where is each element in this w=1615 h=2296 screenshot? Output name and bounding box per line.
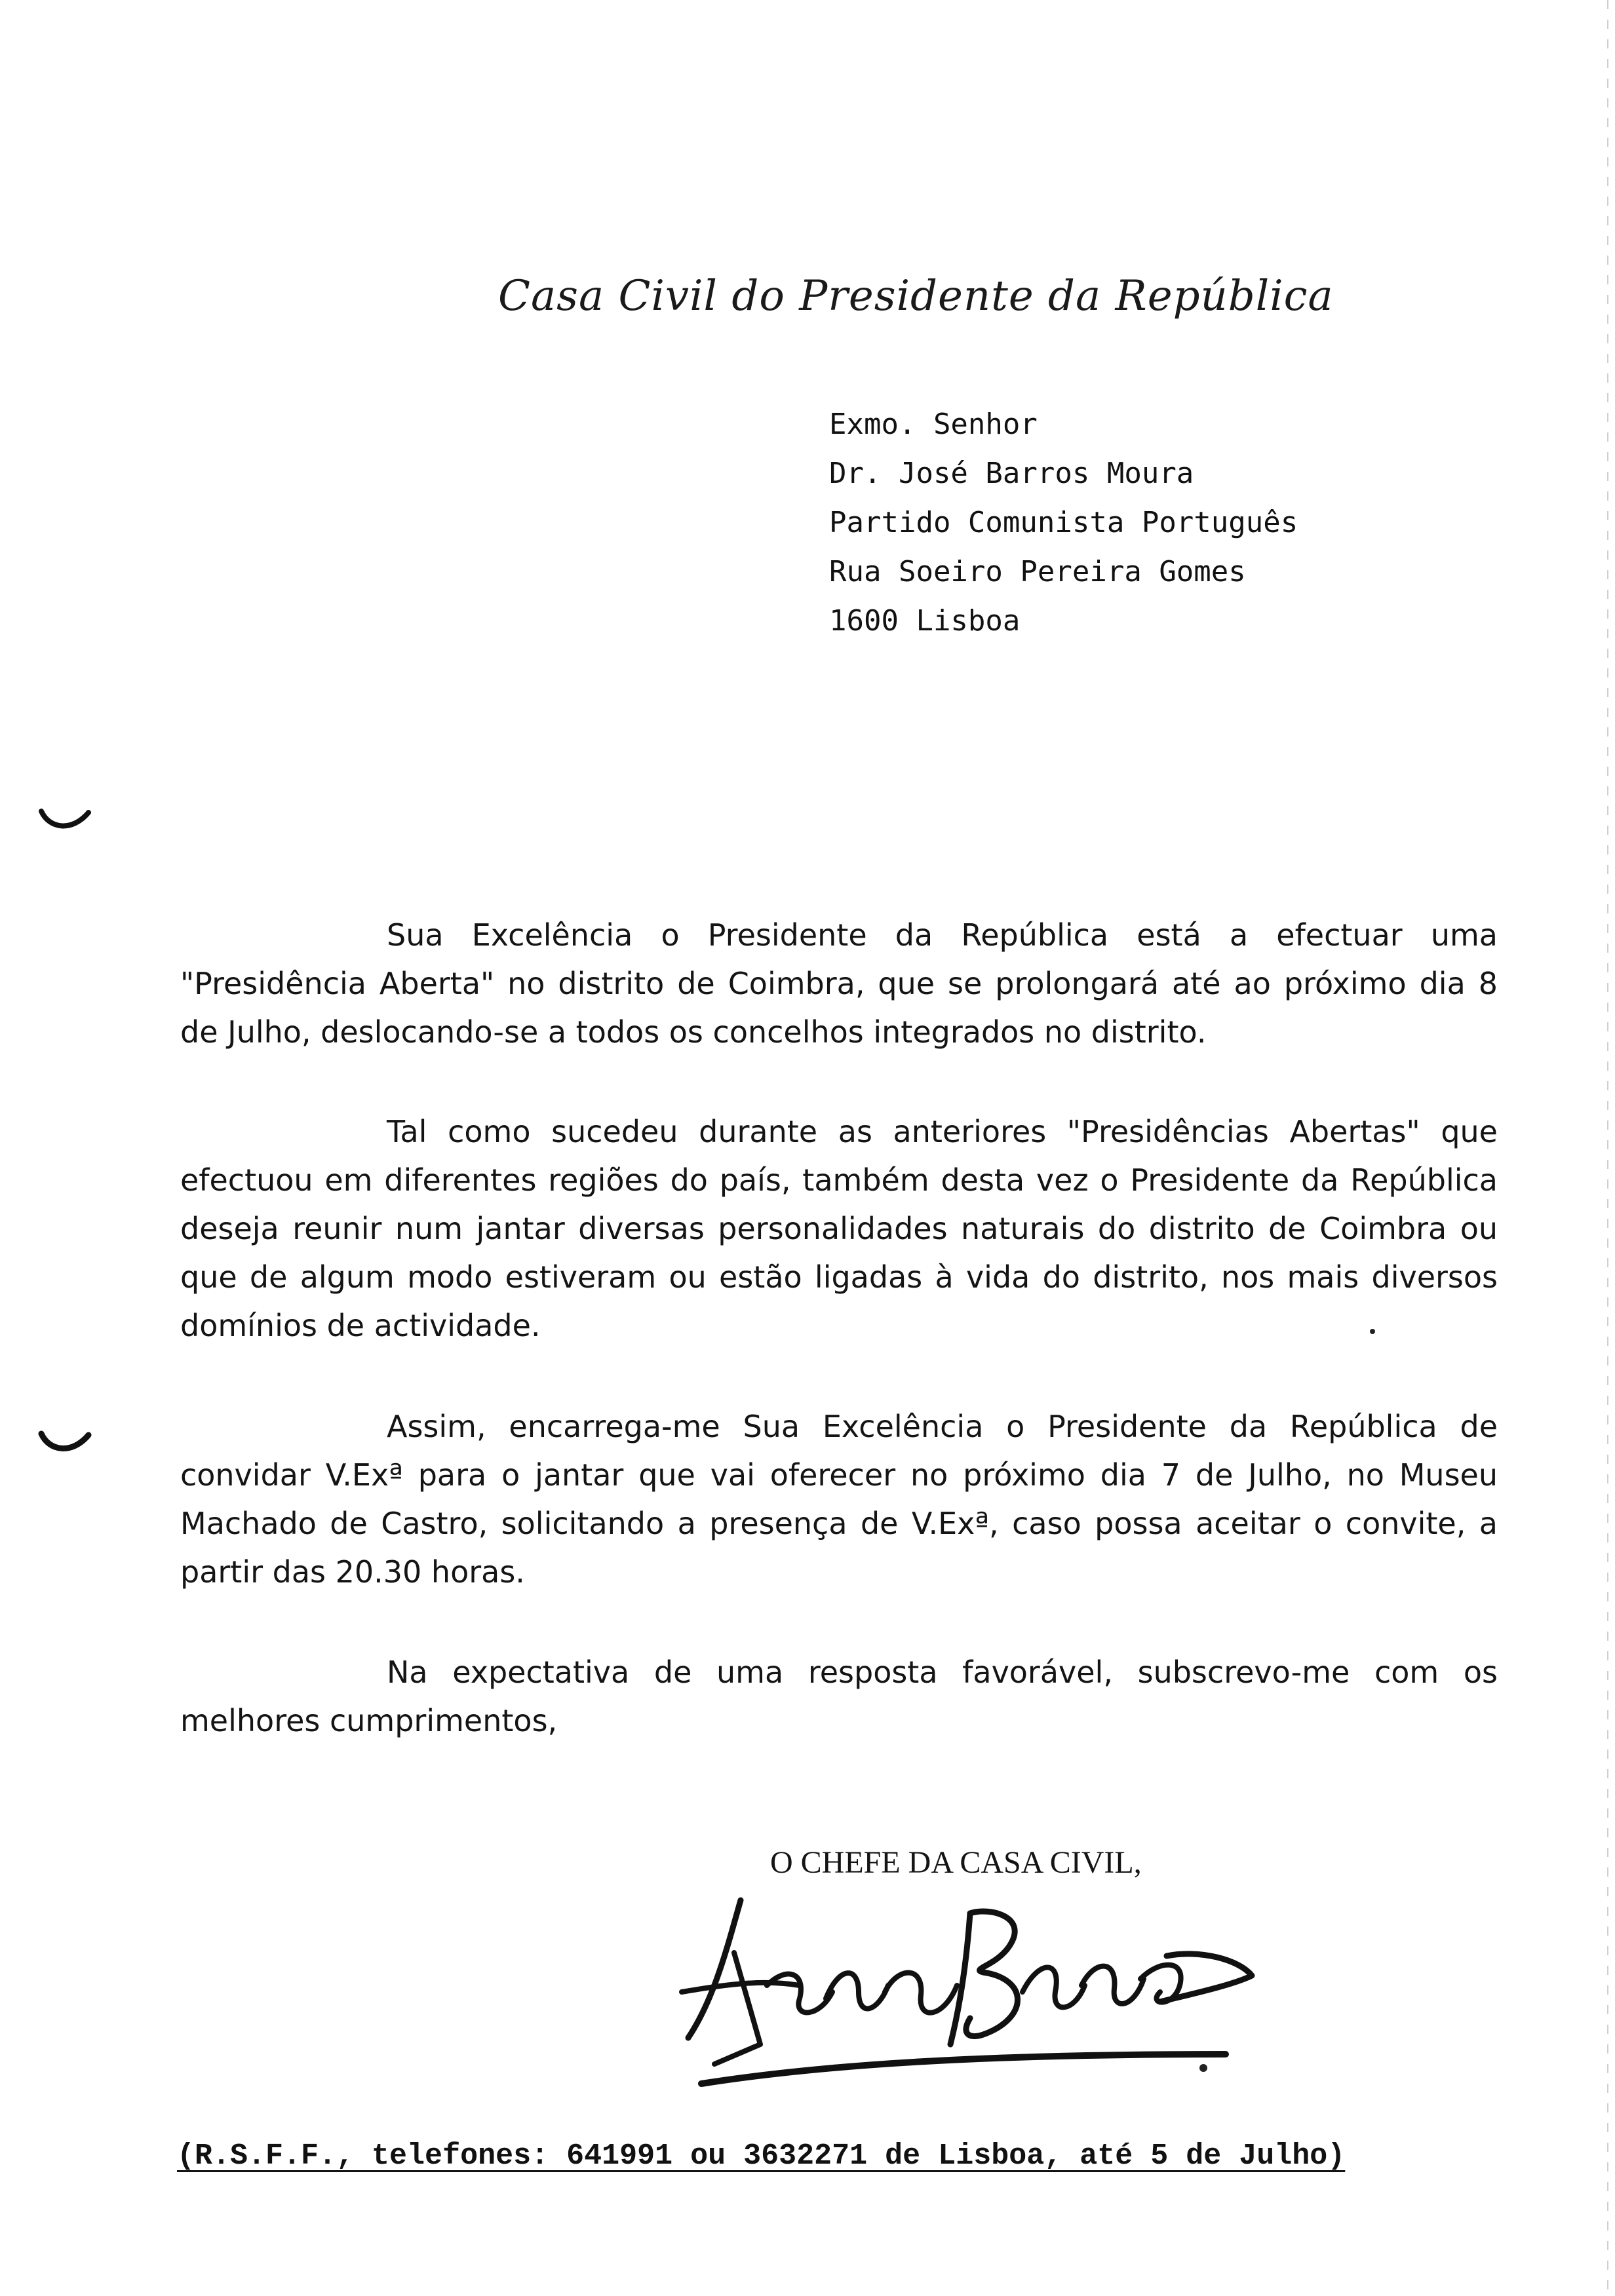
body-paragraph-3 (180, 1402, 1498, 1596)
stray-dot (1199, 2064, 1207, 2072)
punch-hole-mark (36, 799, 95, 839)
punch-hole-mark (36, 1422, 95, 1461)
recipient-organization: Partido Comunista Português (829, 506, 1298, 539)
handwritten-signature (662, 1887, 1278, 2103)
recipient-name: Dr. José Barros Moura (829, 457, 1194, 490)
body-paragraph-4 (180, 1648, 1498, 1745)
paragraph-text: Sua Excelência o Presidente da República está a efectuar uma "Presidência Aberta" no distrito de Coimbra, que se prolongará até ao próximo dia 8 de Julho, deslocando-se a todos os concelhos integrados no distrito. (180, 917, 1498, 1050)
recipient-street: Rua Soeiro Pereira Gomes (829, 555, 1246, 588)
paragraph-text: Assim, encarrega-me Sua Excelência o Presidente da República de convidar V.Exª para o jantar que vai oferecer no próximo dia 7 de Julho, no Museu Machado de Castro, solicitando a presença de V.Exª, caso possa aceitar o convite, a partir das 20.30 horas. (180, 1409, 1498, 1590)
paragraph-text: Na expectativa de uma resposta favorável, subscrevo-me com os melhores cumprimentos, (180, 1655, 1498, 1738)
recipient-city: 1600 Lisboa (829, 604, 1021, 638)
recipient-address (829, 400, 1298, 645)
paragraph-text: Tal como sucedeu durante as anteriores "Presidências Abertas" que efectuou em diferentes regiões do país, também desta vez o Presidente da República deseja reunir num jantar diversas personalidades naturais do distrito de Coimbra ou que de algum modo estiveram ou estão ligadas à vida do distrito, nos mais diversos domínios de actividade. (180, 1114, 1498, 1343)
stray-dot (1370, 1329, 1375, 1334)
closing-title: O CHEFE DA CASA CIVIL, (770, 1845, 1142, 1880)
recipient-salutation: Exmo. Senhor (829, 408, 1038, 441)
scan-edge-line (1607, 0, 1608, 2296)
body-paragraph-1 (180, 911, 1498, 1056)
letterhead-title: Casa Civil do Presidente da República (498, 272, 1334, 320)
footer-note: (R.S.F.F., telefones: 641991 ou 3632271 de Lisboa, até 5 de Julho) (177, 2139, 1346, 2173)
body-paragraph-2 (180, 1107, 1498, 1350)
